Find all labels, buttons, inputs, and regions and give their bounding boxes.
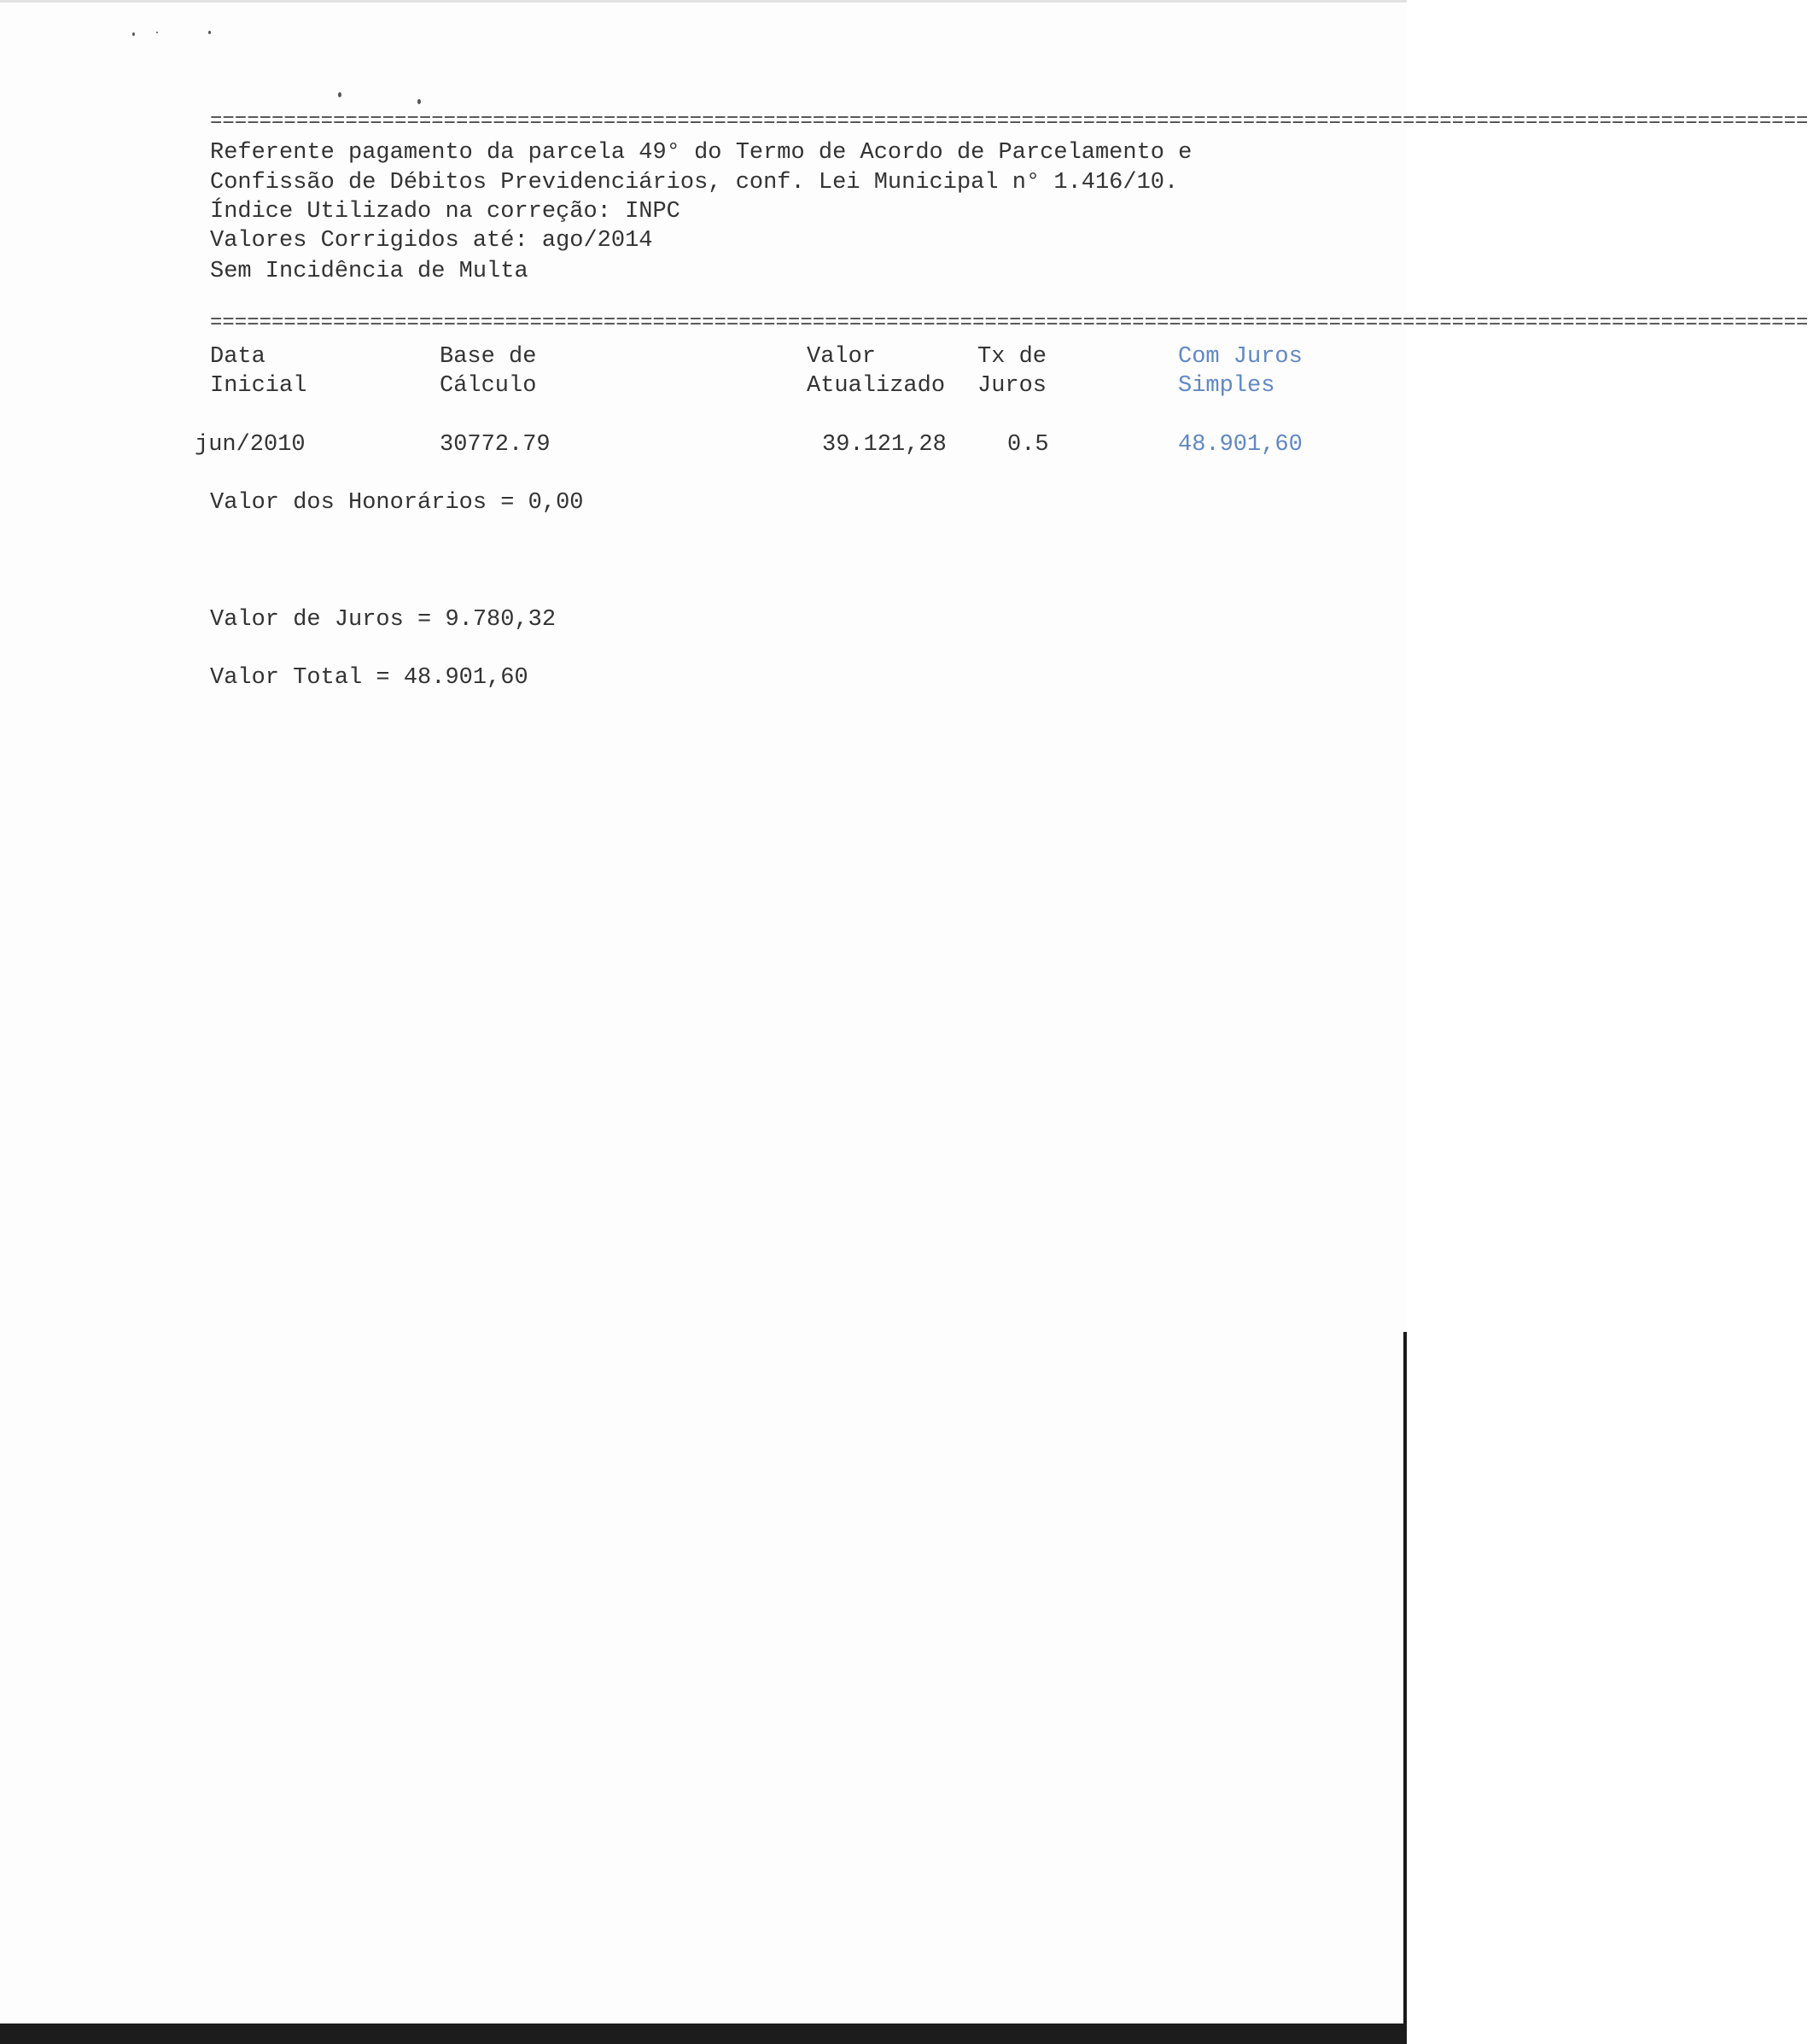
scan-bottom-edge bbox=[0, 2024, 1407, 2044]
scan-speck bbox=[208, 31, 211, 34]
cell-com-juros-simples: 48.901,60 bbox=[1178, 432, 1303, 458]
scan-speck bbox=[156, 32, 158, 33]
cell-data-inicial: jun/2010 bbox=[195, 432, 306, 458]
separator-rule-top: ================================================================================================================================== bbox=[210, 110, 1808, 133]
juros-value: Valor de Juros = 9.780,32 bbox=[210, 607, 557, 633]
scan-right-edge bbox=[1403, 1332, 1407, 2044]
separator-rule-table: ================================================================================================================================== bbox=[210, 312, 1808, 335]
corrected-until-line: Valores Corrigidos até: ago/2014 bbox=[210, 228, 653, 254]
scan-speck bbox=[338, 92, 341, 97]
scan-speck bbox=[417, 99, 421, 104]
col-header-valor-atualizado bbox=[807, 342, 945, 400]
col-header-line: Inicial bbox=[210, 373, 307, 399]
col-header-line: Atualizado bbox=[807, 373, 946, 399]
total-value: Valor Total = 48.901,60 bbox=[210, 665, 528, 691]
scan-speck bbox=[132, 32, 135, 36]
col-header-line: Com Juros bbox=[1178, 344, 1303, 370]
col-header-line: Data bbox=[210, 344, 265, 370]
cell-valor-atualizado: 39.121,28 bbox=[822, 432, 947, 458]
col-header-line: Cálculo bbox=[440, 373, 537, 399]
scan-top-edge bbox=[0, 0, 1407, 3]
header-line-2: Confissão de Débitos Previdenciários, conf. Lei Municipal n° 1.416/10. bbox=[210, 170, 1179, 196]
col-header-line: Tx de bbox=[977, 344, 1047, 370]
header-line-1: Referente pagamento da parcela 49° do Termo de Acordo de Parcelamento e bbox=[210, 140, 1193, 166]
col-header-data-inicial bbox=[210, 342, 306, 400]
col-header-base-calculo bbox=[440, 342, 536, 400]
col-header-tx-juros bbox=[977, 342, 1047, 400]
col-header-line: Juros bbox=[977, 373, 1047, 399]
col-header-line: Valor bbox=[807, 344, 877, 370]
index-line: Índice Utilizado na correção: INPC bbox=[210, 199, 680, 225]
cell-base-calculo: 30772.79 bbox=[440, 432, 551, 458]
no-fine-line: Sem Incidência de Multa bbox=[210, 259, 528, 284]
honorarios-value: Valor dos Honorários = 0,00 bbox=[210, 490, 584, 516]
cell-tx-juros: 0.5 bbox=[1007, 432, 1049, 458]
col-header-com-juros-simples bbox=[1178, 342, 1303, 400]
col-header-line: Simples bbox=[1178, 373, 1275, 399]
col-header-line: Base de bbox=[440, 344, 537, 370]
